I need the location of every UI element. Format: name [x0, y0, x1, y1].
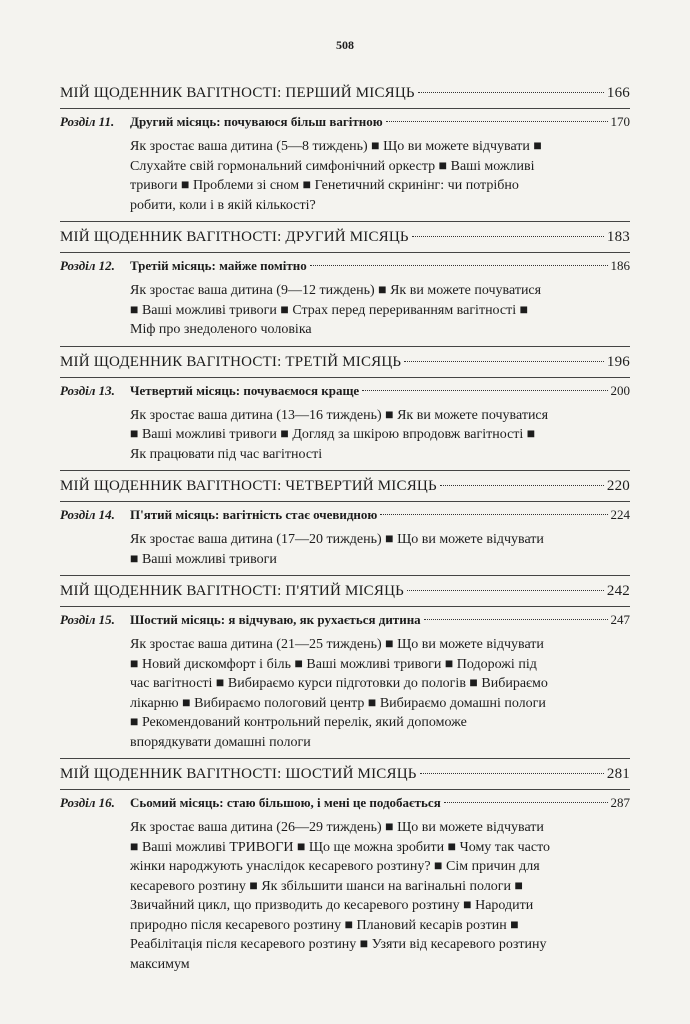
leader-dots [444, 802, 608, 803]
chapter-page-number: 287 [610, 795, 630, 810]
month-title: МІЙ ЩОДЕННИК ВАГІТНОСТІ: ДРУГИЙ МІСЯЦЬ [60, 229, 409, 245]
chapter-label: Розділ 11. [60, 114, 115, 129]
page-number: 508 [336, 38, 354, 52]
month-title: МІЙ ЩОДЕННИК ВАГІТНОСТІ: П'ЯТИЙ МІСЯЦЬ [60, 583, 404, 599]
chapter-page-number: 170 [610, 114, 630, 129]
month-page-number: 183 [606, 229, 630, 245]
toc-month-entry[interactable] [60, 759, 630, 789]
leader-dots [420, 773, 604, 774]
month-page-number: 196 [606, 353, 630, 370]
chapter-topics: Як зростає ваша дитина (26—29 тиждень) ■ Що ви можете відчувати ■ Ваші можливі ТРИВОГИ ■ Що ще можна зробити ■ Чому так часто жінки народжують унаслідок кесаревого розтину? ■ Сім причин для кесаревого розтину ■ Як збільшити шанси на вагінальні пологи ■ Звичайний цикл, що призводить до кесаревого розтину ■ Народити природно після кесаревого розтину ■ Плановий кесарів розтин ■ Реабілітація після кесаревого розтину ■ Узяти від кесаревого розтину максимум [130, 820, 551, 972]
chapter-topics: Як зростає ваша дитина (9—12 тиждень) ■ Як ви можете почуватися ■ Ваші можливі тривоги ■ Страх перед перериванням вагітності ■ Міф про знедоленого чоловіка [130, 283, 542, 337]
month-page-number: 242 [606, 583, 630, 599]
chapter-page-number: 200 [610, 382, 630, 398]
month-page-number: 281 [606, 766, 630, 782]
chapter-title: Третій місяць: майже помітно [130, 258, 307, 273]
chapter-topics: Як зростає ваша дитина (21—25 тиждень) ■ Що ви можете відчувати ■ Новий дискомфорт і біль ■ Ваші можливі тривоги ■ Подорожі під час вагітності ■ Вибираємо курси підготовки до пологів ■ Вибираємо лікарню ■ Вибираємо пологовий центр ■ Вибираємо домашні пологи ■ Рекомендований контрольний перелік, який допоможе впорядкувати домашні пологи [130, 637, 548, 750]
month-title: МІЙ ЩОДЕННИК ВАГІТНОСТІ: ШОСТИЙ МІСЯЦЬ [60, 766, 417, 782]
leader-dots [380, 514, 607, 515]
toc-chapter-entry[interactable] [60, 253, 630, 279]
chapter-title: Сьомий місяць: стаю більшою, і мені це подобається [130, 795, 441, 810]
chapter-page-number: 247 [610, 612, 630, 627]
toc-month-entry[interactable] [60, 78, 630, 108]
chapter-title: Четвертий місяць: почуваємося краще [130, 382, 360, 398]
toc-chapter-entry[interactable] [60, 790, 630, 816]
chapter-title: Другий місяць: почуваюся більш вагітною [130, 114, 383, 129]
chapter-title: П'ятий місяць: вагітність стає очевидною [130, 507, 378, 522]
toc-month-entry[interactable] [60, 347, 630, 377]
month-title: МІЙ ЩОДЕННИК ВАГІТНОСТІ: ПЕРШИЙ МІСЯЦЬ [60, 85, 415, 101]
chapter-page-number: 224 [610, 507, 630, 522]
chapter-page-number: 186 [610, 258, 630, 273]
chapter-label: Розділ 15. [60, 612, 115, 627]
leader-dots [418, 92, 604, 93]
month-title: МІЙ ЩОДЕННИК ВАГІТНОСТІ: ТРЕТІЙ МІСЯЦЬ [60, 353, 402, 370]
toc-month-entry[interactable] [60, 471, 630, 501]
chapter-topics: Як зростає ваша дитина (5—8 тиждень) ■ Що ви можете відчувати ■ Слухайте свій гормональний симфонічний оркестр ■ Ваші можливі тривоги ■ Проблеми зі сном ■ Генетичний скринінг: чи потрібно робити, коли і в якій кількості? [130, 139, 542, 213]
chapter-label: Розділ 16. [60, 795, 115, 810]
leader-dots [362, 390, 607, 391]
chapter-label: Розділ 12. [60, 258, 115, 273]
chapter-label: Розділ 13. [60, 382, 115, 398]
toc-chapter-entry[interactable] [60, 378, 630, 404]
month-page-number: 220 [606, 478, 630, 494]
leader-dots [412, 236, 604, 237]
month-page-number: 166 [606, 85, 630, 101]
month-title: МІЙ ЩОДЕННИК ВАГІТНОСТІ: ЧЕТВЕРТИЙ МІСЯЦЬ [60, 478, 437, 494]
toc-chapter-entry[interactable] [60, 607, 630, 633]
leader-dots [386, 121, 608, 122]
toc-chapter-entry[interactable] [60, 109, 630, 135]
toc-chapter-entry[interactable] [60, 502, 630, 528]
chapter-topics: Як зростає ваша дитина (13—16 тиждень) ■ Як ви можете почуватися ■ Ваші можливі тривоги ■ Догляд за шкірою впродовж вагітності ■ Як працювати під час вагітності [130, 407, 549, 462]
leader-dots [407, 590, 604, 591]
chapter-title: Шостий місяць: я відчуваю, як рухається дитина [130, 612, 421, 627]
toc-month-entry[interactable] [60, 576, 630, 606]
toc-month-entry[interactable] [60, 222, 630, 252]
leader-dots [310, 265, 608, 266]
chapter-topics: Як зростає ваша дитина (17—20 тиждень) ■ Що ви можете відчувати ■ Ваші можливі тривоги [130, 532, 544, 567]
leader-dots [404, 361, 604, 362]
chapter-label: Розділ 14. [60, 507, 115, 522]
table-of-contents [60, 78, 630, 980]
leader-dots [440, 485, 604, 486]
leader-dots [424, 619, 608, 620]
